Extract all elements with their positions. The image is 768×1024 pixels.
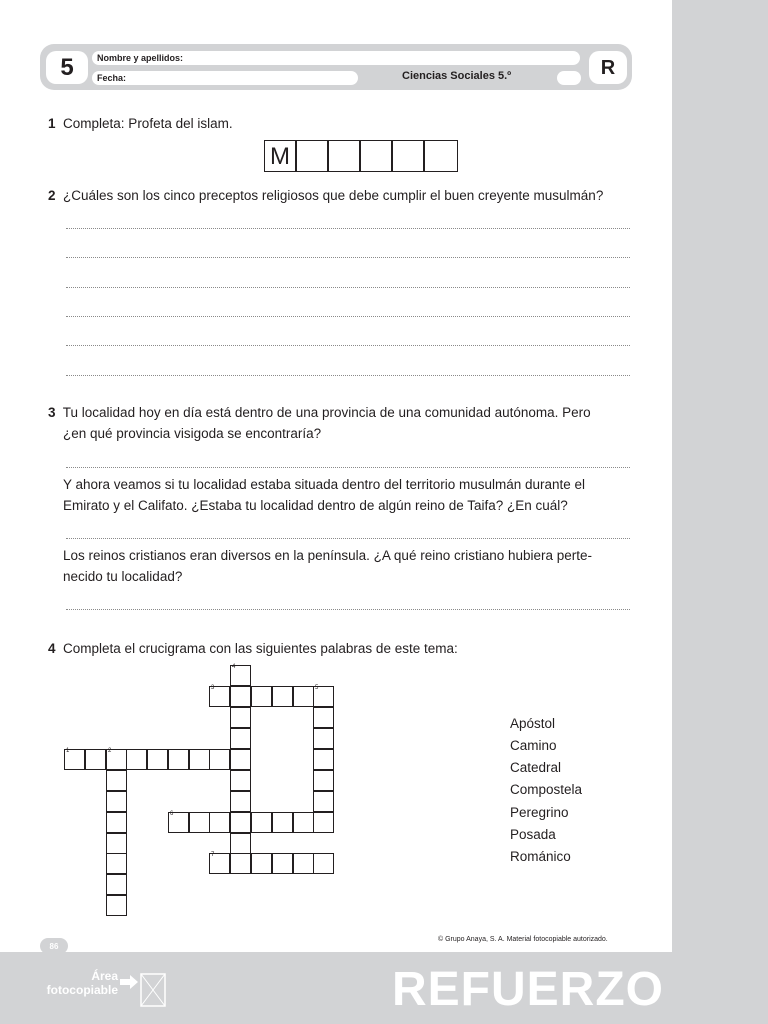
clue-number: 7: [211, 852, 215, 858]
crossword-cell[interactable]: [230, 728, 251, 749]
answer-cell[interactable]: [424, 140, 458, 172]
subject-label: Ciencias Sociales 5.º: [402, 70, 512, 82]
crossword-cell[interactable]: [313, 853, 334, 874]
copyright-notice: © Grupo Anaya, S. A. Material fotocopiable autorizado.: [438, 936, 608, 943]
crossword-cell[interactable]: [313, 812, 334, 833]
question-number: 2: [48, 188, 56, 203]
crossword-cell[interactable]: [272, 686, 293, 707]
page-number: 86: [40, 938, 68, 954]
blank-field: [557, 71, 581, 85]
answer-line[interactable]: [66, 375, 630, 376]
crossword-cell[interactable]: [189, 812, 210, 833]
question-text-cont: Emirato y el Califato. ¿Estaba tu localidad dentro de algún reino de Taifa? ¿En cuál?: [63, 498, 568, 513]
word-list-item: Apóstol: [510, 716, 556, 731]
crossword-cell[interactable]: [106, 853, 127, 874]
answer-cell[interactable]: [392, 140, 424, 172]
answer-line[interactable]: [66, 287, 630, 288]
photocopy-icon: [120, 972, 168, 1008]
crossword-cell[interactable]: [230, 686, 251, 707]
question-text: Los reinos cristianos eran diversos en la península. ¿A qué reino cristiano hubiera perte-: [63, 548, 593, 563]
crossword-cell[interactable]: [313, 791, 334, 812]
crossword-cell[interactable]: [251, 686, 272, 707]
crossword-cell[interactable]: [313, 728, 334, 749]
clue-number: 2: [108, 748, 112, 754]
crossword-cell[interactable]: [106, 833, 127, 854]
crossword-cell[interactable]: [85, 749, 106, 770]
crossword-cell[interactable]: [189, 749, 210, 770]
question-number: 3: [48, 405, 56, 420]
crossword-cell[interactable]: [313, 770, 334, 791]
crossword-cell[interactable]: [230, 749, 251, 770]
answer-cell[interactable]: [296, 140, 328, 172]
area-fotocopiable-label: [34, 969, 118, 997]
word-list-item: Peregrino: [510, 805, 569, 820]
answer-line[interactable]: [66, 538, 630, 539]
crossword-cell[interactable]: [230, 833, 251, 854]
answer-cell[interactable]: [360, 140, 392, 172]
name-field[interactable]: [92, 51, 580, 65]
crossword-cell[interactable]: [106, 874, 127, 895]
question-2: [48, 185, 603, 206]
word-list-item: Posada: [510, 827, 556, 842]
word-list-item: Compostela: [510, 782, 583, 797]
name-label: Nombre y apellidos:: [97, 53, 184, 63]
question-text: Completa el crucigrama con las siguientes palabras de este tema:: [63, 641, 458, 656]
crossword-cell[interactable]: [251, 812, 272, 833]
crossword-cell[interactable]: [230, 791, 251, 812]
clue-number: 6: [170, 811, 174, 817]
crossword-cell[interactable]: [230, 665, 251, 686]
crossword-cell[interactable]: [64, 749, 85, 770]
answer-cell[interactable]: M: [264, 140, 296, 172]
word-list-item: Camino: [510, 738, 557, 753]
word-list-item: Románico: [510, 849, 571, 864]
date-label: Fecha:: [97, 73, 127, 83]
section-title: REFUERZO: [392, 963, 664, 1016]
crossword-cell[interactable]: [272, 853, 293, 874]
unit-number: 5: [46, 51, 88, 84]
crossword-cell[interactable]: [209, 749, 230, 770]
answer-line[interactable]: [66, 316, 630, 317]
answer-line[interactable]: [66, 345, 630, 346]
crossword-cell[interactable]: [230, 770, 251, 791]
answer-line[interactable]: [66, 257, 630, 258]
crossword-cell[interactable]: [106, 791, 127, 812]
clue-number: 1: [66, 748, 70, 754]
crossword-cell[interactable]: [313, 686, 334, 707]
question-text-cont: ¿en qué provincia visigoda se encontraría?: [63, 426, 322, 441]
crossword-cell[interactable]: [313, 707, 334, 728]
crossword-cell[interactable]: [106, 812, 127, 833]
crossword-cell[interactable]: [209, 686, 230, 707]
area-label-line1: Área: [91, 969, 118, 983]
crossword-cell[interactable]: [209, 853, 230, 874]
question-text: ¿Cuáles son los cinco preceptos religiosos que debe cumplir el buen creyente musulmán?: [63, 188, 604, 203]
question-1: [48, 113, 233, 134]
crossword-cell[interactable]: [230, 812, 251, 833]
answer-cell[interactable]: [328, 140, 360, 172]
answer-line[interactable]: [66, 609, 630, 610]
question-text: Tu localidad hoy en día está dentro de una provincia de una comunidad autónoma. Pero: [62, 405, 591, 420]
answer-line[interactable]: [66, 228, 630, 229]
crossword-cell[interactable]: [147, 749, 168, 770]
crossword-cell[interactable]: [293, 853, 314, 874]
question-number: 1: [48, 116, 56, 131]
crossword-cell[interactable]: [230, 707, 251, 728]
crossword-cell[interactable]: [209, 812, 230, 833]
crossword-cell[interactable]: [293, 812, 314, 833]
crossword-cell[interactable]: [168, 749, 189, 770]
question-text: Y ahora veamos si tu localidad estaba situada dentro del territorio musulmán durante el: [63, 477, 586, 492]
clue-number: 5: [315, 685, 319, 691]
area-label-line2: fotocopiable: [46, 983, 118, 997]
crossword-cell[interactable]: [230, 853, 251, 874]
clue-number: 3: [211, 685, 215, 691]
crossword-cell[interactable]: [126, 749, 147, 770]
question-text-cont: necido tu localidad?: [63, 569, 183, 584]
crossword-cell[interactable]: [106, 770, 127, 791]
level-badge: R: [589, 51, 627, 84]
question-3: [48, 402, 591, 423]
question-4: [48, 638, 458, 659]
crossword-cell[interactable]: [251, 853, 272, 874]
crossword-cell[interactable]: [272, 812, 293, 833]
word-list-item: Catedral: [510, 760, 562, 775]
question-text: Completa: Profeta del islam.: [63, 116, 233, 131]
answer-line[interactable]: [66, 467, 630, 468]
crossword-cell[interactable]: [313, 749, 334, 770]
crossword-cell[interactable]: [106, 895, 127, 916]
question-number: 4: [48, 641, 56, 656]
clue-number: 4: [232, 664, 236, 670]
date-field[interactable]: [92, 71, 358, 85]
crossword-cell[interactable]: [106, 749, 127, 770]
crossword-cell[interactable]: [168, 812, 189, 833]
crossword-cell[interactable]: [293, 686, 314, 707]
side-band: [672, 0, 768, 1024]
